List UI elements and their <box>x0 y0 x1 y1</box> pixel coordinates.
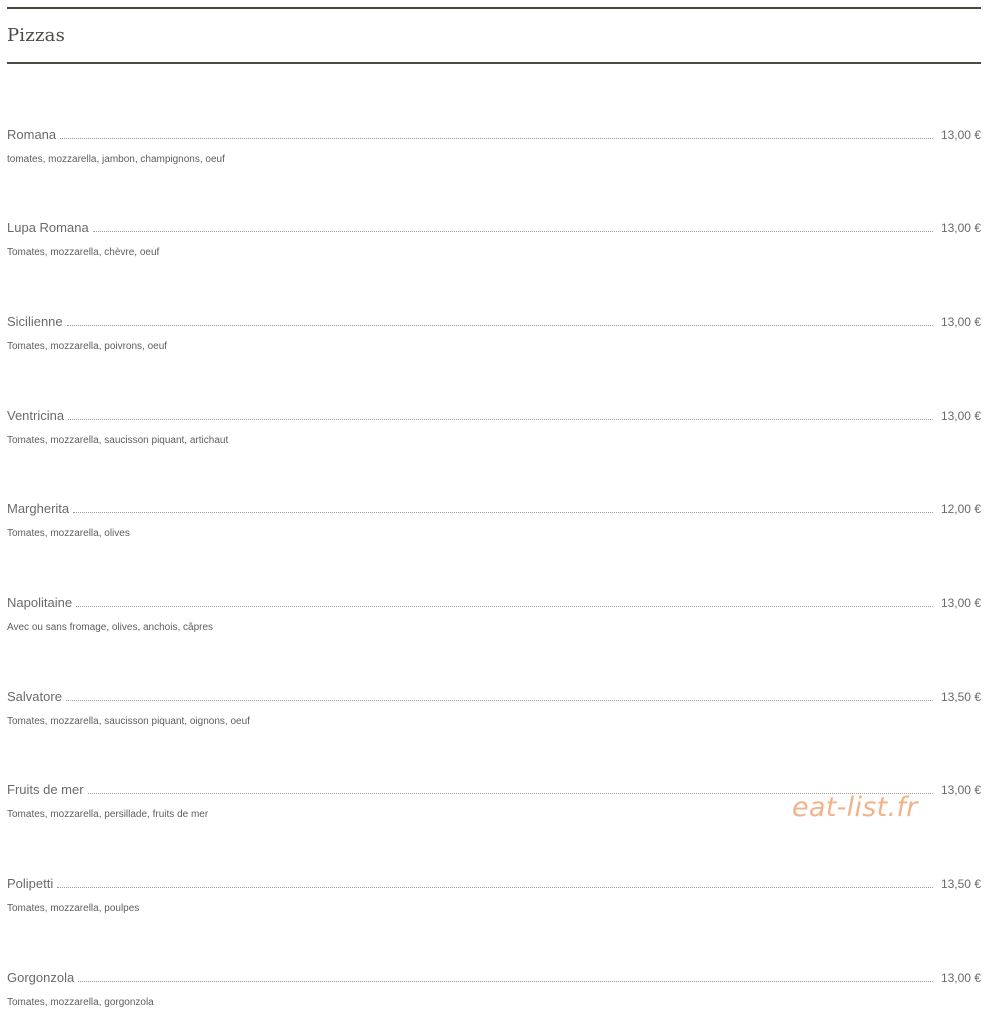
menu-item <box>7 966 981 1026</box>
item-line <box>7 123 981 143</box>
dot-leader <box>73 512 933 513</box>
section-header <box>7 7 981 64</box>
item-price: 13,50 € <box>940 690 981 704</box>
menu-item <box>7 685 981 745</box>
dot-leader <box>60 138 933 139</box>
item-description: Tomates, mozzarella, gorgonzola <box>7 997 154 1008</box>
item-description: Tomates, mozzarella, persillade, fruits de mer <box>7 809 209 820</box>
item-name: Napolitaine <box>7 595 76 611</box>
item-description: tomates, mozzarella, jambon, champignons, oeuf <box>7 154 225 165</box>
item-price: 13,00 € <box>940 596 981 610</box>
watermark: eat-list.fr <box>792 792 918 823</box>
item-line <box>7 497 981 517</box>
item-price: 13,50 € <box>940 877 981 891</box>
menu-item <box>7 404 981 464</box>
menu-item <box>7 591 981 651</box>
dot-leader <box>78 981 933 982</box>
item-name: Margherita <box>7 501 73 517</box>
dot-leader <box>66 700 933 701</box>
item-line <box>7 966 981 986</box>
item-name: Salvatore <box>7 689 66 705</box>
item-line <box>7 404 981 424</box>
item-price: 13,00 € <box>940 971 981 985</box>
item-description: Tomates, mozzarella, saucisson piquant, oignons, oeuf <box>7 716 250 727</box>
item-line <box>7 872 981 892</box>
item-name: Romana <box>7 127 60 143</box>
item-name: Gorgonzola <box>7 970 78 986</box>
dot-leader <box>68 419 933 420</box>
item-description: Tomates, mozzarella, saucisson piquant, artichaut <box>7 435 229 446</box>
item-price: 13,00 € <box>940 409 981 423</box>
item-name: Polipetti <box>7 876 57 892</box>
item-price: 13,00 € <box>940 783 981 797</box>
menu-item <box>7 123 981 183</box>
menu-item <box>7 497 981 557</box>
item-price: 13,00 € <box>940 221 981 235</box>
item-description: Tomates, mozzarella, poulpes <box>7 903 140 914</box>
menu-item <box>7 216 981 276</box>
item-description: Tomates, mozzarella, olives <box>7 528 130 539</box>
dot-leader <box>67 325 933 326</box>
dot-leader <box>57 887 933 888</box>
item-description: Tomates, mozzarella, chèvre, oeuf <box>7 247 160 258</box>
section-title: Pizzas <box>7 25 66 46</box>
item-name: Ventricina <box>7 408 68 424</box>
item-name: Fruits de mer <box>7 782 88 798</box>
item-line <box>7 310 981 330</box>
item-price: 13,00 € <box>940 315 981 329</box>
item-price: 12,00 € <box>940 502 981 516</box>
item-description: Avec ou sans fromage, olives, anchois, câpres <box>7 622 214 633</box>
item-name: Sicilienne <box>7 314 67 330</box>
item-name: Lupa Romana <box>7 220 93 236</box>
item-line <box>7 591 981 611</box>
item-line <box>7 216 981 236</box>
dot-leader <box>76 606 933 607</box>
item-price: 13,00 € <box>940 128 981 142</box>
item-description: Tomates, mozzarella, poivrons, oeuf <box>7 341 168 352</box>
item-line <box>7 685 981 705</box>
menu-item <box>7 310 981 370</box>
menu-item <box>7 872 981 932</box>
dot-leader <box>93 231 933 232</box>
